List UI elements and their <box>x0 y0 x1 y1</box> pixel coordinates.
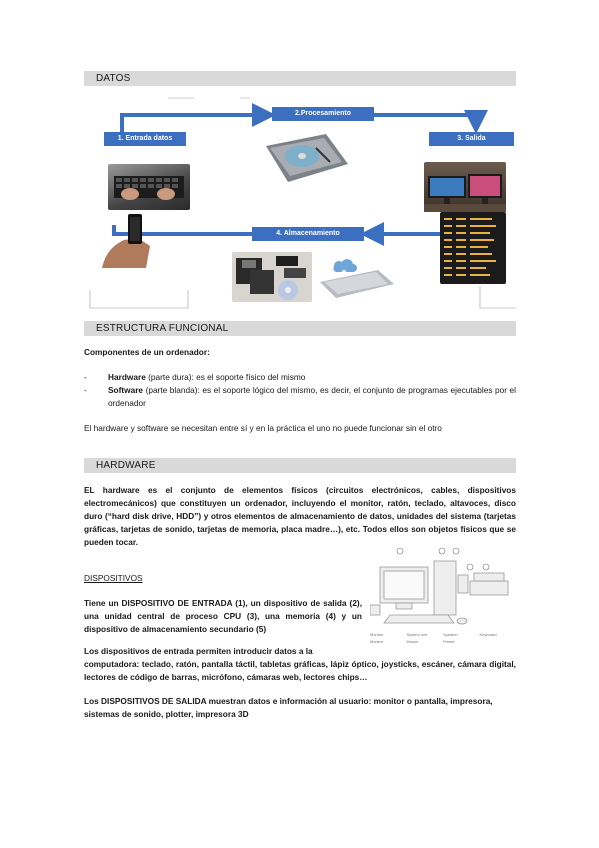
legend-item: Modem <box>370 639 384 644</box>
bullet-text: (parte blanda): es el soporte lógico del mismo, es decir, el conjunto de programas ejecutables por el ordenador <box>108 385 516 408</box>
section-title-hardware: HARDWARE <box>84 458 516 473</box>
hw-sw-closing: El hardware y software se necesitan entre sí y en la práctica el uno no puede funcionar sin el otro <box>84 423 442 433</box>
data-flow-diagram <box>84 90 516 310</box>
bullet-hardware: - Hardware (parte dura): es el soporte físico del mismo <box>84 372 306 382</box>
section-title-datos: DATOS <box>84 71 516 86</box>
salida-text: Los DISPOSITIVOS DE SALIDA muestran datos e información al usuario: monitor o pantalla, impresora, sistemas de sonido, plotter, impresora 3D <box>84 696 493 719</box>
entrada-text-b: computadora: teclado, ratón, pantalla táctil, tabletas gráficas, lápiz óptico, joysticks, escáner, cámara digital, lectores de código de barras, micrófono, cámaras web, lectores chips… <box>84 659 516 682</box>
monitors-photo <box>424 162 506 212</box>
legend-item: Mouse <box>406 639 419 644</box>
entrada-text-a: Los dispositivos de entrada permiten introducir datos a la <box>84 646 313 656</box>
legend-item: System unit <box>406 632 428 637</box>
step-entrada: 1. Entrada datos <box>104 132 186 146</box>
bullet-term: Hardware <box>108 372 146 382</box>
section-title-estructura: ESTRUCTURA FUNCIONAL <box>84 321 516 336</box>
hard-drive-photo <box>260 130 352 186</box>
hardware-paragraph: EL hardware es el conjunto de elementos físicos (circuitos electrónicos, cables, dispositivos electromecánicos) que constituyen un ordenador, incluyendo el monitor, ratón, teclado, altavoces, disco duro (“hard disk drive, HDD”) y otros elementos de almacenamiento de datos, unidades del sistema (tarjetas gráficas, tarjetas de sonido, tarjetas de memoria, placa madre…), etc. Todos ellos son objetos físicos que se pueden tocar. <box>84 485 516 547</box>
arrow-2-to-3 <box>374 115 476 130</box>
computer-parts-figure <box>370 545 516 649</box>
dispositivos-title: DISPOSITIVOS <box>84 573 143 583</box>
smartphone-hand-photo <box>94 210 160 268</box>
bullet-list <box>84 371 516 410</box>
legend-item: Monitor <box>370 632 384 637</box>
step-procesamiento: 2.Procesamiento <box>272 107 374 121</box>
step-salida: 3. Salida <box>429 132 514 146</box>
arrow-1-to-2 <box>122 115 272 132</box>
step-almacenamiento: 4. Almacenamiento <box>252 227 364 241</box>
figure-legend <box>370 631 516 645</box>
legend-item: Keyboard <box>479 632 497 637</box>
dispositivos-text: Tiene un DISPOSITIVO DE ENTRADA (1), un dispositivo de salida (2), una unidad central de proceso CPU (3), una memoria (4) y un dispositivo de almacenamiento secundario (5) <box>84 598 362 634</box>
legend-item: Speaker <box>443 632 458 637</box>
bullet-software: - Software (parte blanda): es el soporte lógico del mismo, es decir, el conjunto de programas ejecutables por el ordenador <box>84 385 516 408</box>
bullet-term: Software <box>108 385 144 395</box>
keyboard-photo <box>108 164 190 210</box>
departure-board-photo <box>440 212 506 284</box>
bullet-text: (parte dura): es el soporte físico del mismo <box>145 372 306 382</box>
legend-item: Printer <box>443 639 455 644</box>
storage-media-photo <box>232 252 312 302</box>
external-drive-photo <box>316 254 396 302</box>
componentes-intro: Componentes de un ordenador: <box>84 347 210 357</box>
